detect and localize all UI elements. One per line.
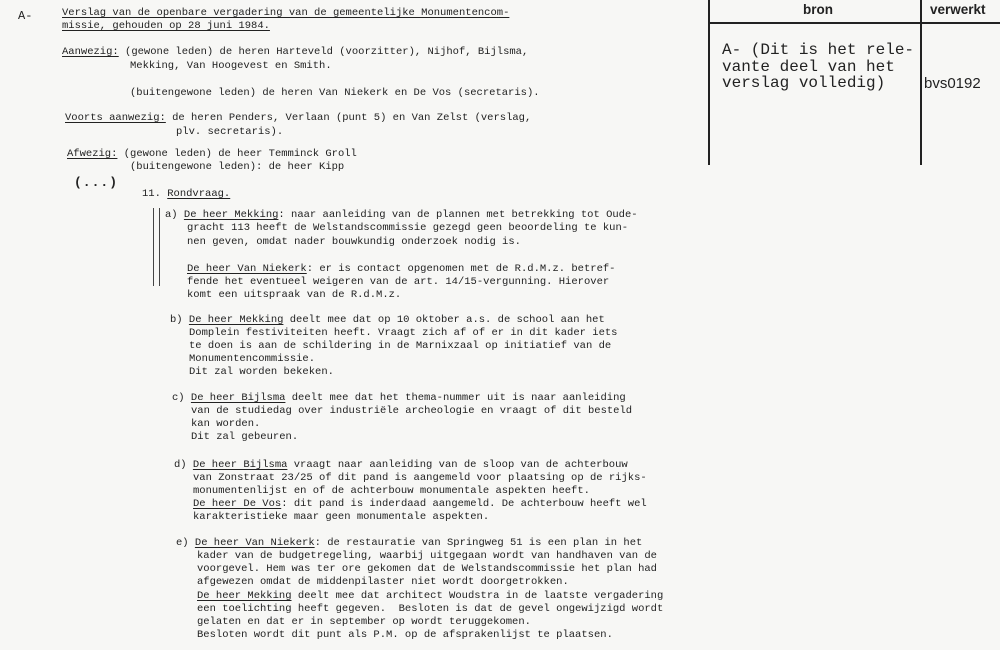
speaker-mekking: De heer Mekking: [197, 590, 292, 602]
item-a-line-1: a) De heer Mekking: naar aanleiding van de plannen met betrekking tot Oude-: [165, 209, 638, 221]
item-b-line-3: te doen is aan de schildering in de Marnixzaal op initiatief van de: [189, 340, 612, 352]
absent-label: Afwezig:: [67, 148, 118, 160]
speaker-bijlsma: De heer Bijlsma: [190, 392, 286, 404]
absent-line-2: (buitengewone leden): de heer Kipp: [130, 161, 345, 173]
item-d-line-2: van Zonstraat 23/25 of dit pand is aangemeld voor plaatsing op de rijks-: [193, 472, 647, 484]
item-b-line-5: Dit zal worden bekeken.: [189, 366, 334, 378]
present-label: Aanwezig:: [62, 46, 119, 58]
speaker-mekking: De heer Mekking: [183, 209, 279, 221]
also-present-label: Voorts aanwezig:: [65, 112, 166, 124]
item-d-line-5: karakteristieke maar geen monumentale aspekten.: [193, 511, 490, 523]
also-present-line-2: plv. secretaris).: [176, 126, 284, 138]
item-d-line-1: d) De heer Bijlsma vraagt naar aanleiding van de sloop van de achterbouw: [174, 459, 628, 471]
attendance-present: Aanwezig: (gewone leden) de heren Harteveld (voorzitter), Nijhof, Bijlsma,: [62, 46, 529, 58]
item-a-line-4: De heer Van Niekerk: er is contact opgenomen met de R.d.M.z. betref-: [187, 263, 616, 275]
present-line-2: Mekking, Van Hoogevest en Smith.: [130, 60, 332, 72]
margin-bar: [153, 208, 160, 286]
item-c-line-2: van de studiedag over industriële archeologie en vraagt of dit besteld: [191, 405, 633, 417]
item-d-line-4: De heer De Vos: dit pand is inderdaad aangemeld. De achterbouw heeft wel: [193, 498, 647, 510]
item-b-line-2: Domplein festiviteiten heeft. Vraagt zich af of er in dit kader iets: [189, 327, 618, 339]
item-e-line-1: e) De heer Van Niekerk: de restauratie van Springweg 51 is een plan in het: [176, 537, 643, 549]
speaker-de-vos: De heer De Vos: [193, 498, 282, 510]
present-line-3: (buitengewone leden) de heren Van Niekerk en De Vos (secretaris).: [130, 87, 540, 99]
speaker-van-niekerk: De heer Van Niekerk: [187, 263, 307, 275]
attendance-also-present: Voorts aanwezig: de heren Penders, Verlaan (punt 5) en Van Zelst (verslag,: [65, 112, 532, 124]
table-left-border: [708, 0, 710, 165]
item-b-line-1: b) De heer Mekking deelt mee dat op 10 oktober a.s. de school aan het: [170, 314, 605, 326]
report-title-line-2: missie, gehouden op 28 juni 1984.: [62, 20, 270, 32]
item-e-line-5: De heer Mekking deelt mee dat architect Woudstra in de laatste vergadering: [197, 590, 664, 602]
source-table: [708, 0, 1000, 165]
table-column-divider: [920, 0, 922, 165]
speaker-bijlsma: De heer Bijlsma: [192, 459, 288, 471]
source-note: A- (Dit is het rele- vante deel van het verslag volledig): [722, 41, 915, 92]
item-e-line-7: gelaten en dat er in september op wordt teruggekomen.: [197, 616, 531, 628]
item-d-line-3: monumentenlijst en of de achterbouw monumentale aspekten heeft.: [193, 485, 590, 497]
agenda-item-rondvraag: 11. Rondvraag.: [142, 188, 231, 200]
item-e-line-2: kader van de budgetregeling, waarbij uitgegaan wordt van handhaven van de: [197, 550, 657, 562]
column-header-verwerkt: verwerkt: [930, 2, 986, 17]
omission-marker: (...): [74, 175, 119, 190]
item-c-line-3: kan worden.: [191, 418, 261, 430]
item-e-line-4: afgewezen omdat de middenpilaster niet wordt doorgetrokken.: [197, 576, 569, 588]
rondvraag-label: Rondvraag.: [167, 188, 231, 200]
report-title-line-1: Verslag van de openbare vergadering van de gemeentelijke Monumentencom-: [62, 7, 510, 19]
item-b-line-4: Monumentencommissie.: [189, 353, 316, 365]
item-c-line-1: c) De heer Bijlsma deelt mee dat het thema-nummer uit is naar aanleiding: [172, 392, 626, 404]
item-a-line-6: komt een uitspraak van de R.d.M.z.: [187, 289, 402, 301]
table-header-rule: [708, 22, 1000, 24]
attendance-absent: Afwezig: (gewone leden) de heer Temminck Groll: [67, 148, 357, 160]
processed-code: bvs0192: [924, 75, 981, 92]
section-marker: A-: [18, 9, 33, 23]
item-a-line-2: gracht 113 heeft de Welstandscommissie gezegd geen beoordeling te kun-: [187, 222, 629, 234]
item-c-line-4: Dit zal gebeuren.: [191, 431, 299, 443]
item-a-line-5: fende het eventueel weigeren van de art. 14/15-vergunning. Hierover: [187, 276, 610, 288]
speaker-mekking: De heer Mekking: [188, 314, 284, 326]
speaker-van-niekerk: De heer Van Niekerk: [194, 537, 315, 549]
item-e-line-6: een toelichting heeft gegeven. Besloten is dat de gevel ongewijzigd wordt: [197, 603, 664, 615]
item-e-line-3: voorgevel. Hem was ter ore gekomen dat de Welstandscommissie het plan had: [197, 563, 657, 575]
item-a-line-3: nen geven, omdat nader bouwkundig onderzoek nodig is.: [187, 236, 521, 248]
item-e-line-8: Besloten wordt dit punt als P.M. op de afsprakenlijst te plaatsen.: [197, 629, 613, 641]
column-header-bron: bron: [803, 2, 833, 17]
